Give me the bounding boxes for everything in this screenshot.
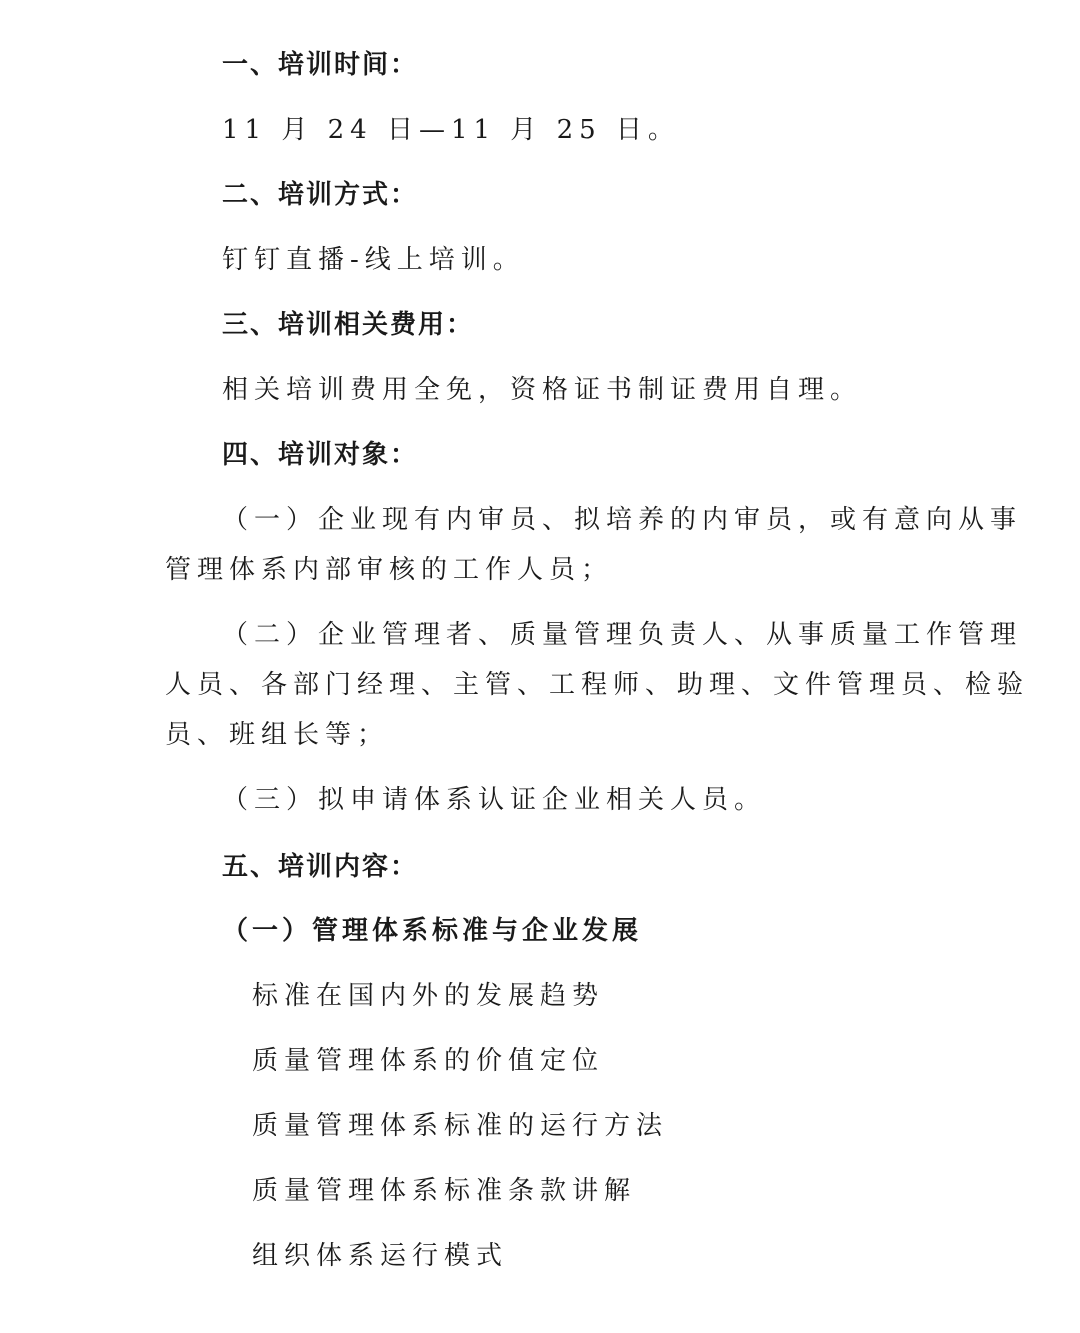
section-5-item-4: 质量管理体系标准条款讲解 [252,1176,637,1206]
section-4-item-2-line-2: 人员、各部门经理、主管、工程师、助理、文件管理员、检验 [165,670,1030,700]
section-2-text: 钉钉直播-线上培训。 [222,245,525,275]
section-4-item-2-line-3: 员、班组长等； [165,720,390,750]
section-4-item-3-line-1: （三）拟申请体系认证企业相关人员。 [222,785,767,815]
section-1-heading: 一、培训时间： [222,50,419,80]
section-5-item-2: 质量管理体系的价值定位 [252,1046,605,1076]
section-4-item-2-line-1: （二）企业管理者、质量管理负责人、从事质量工作管理 [222,620,1023,650]
section-5-subsection-title: （一）管理体系标准与企业发展 [222,916,643,946]
section-3-heading: 三、培训相关费用： [222,310,475,340]
section-4-item-1-line-1: （一）企业现有内审员、拟培养的内审员，或有意向从事 [222,505,1023,535]
section-4-heading: 四、培训对象： [222,440,419,470]
section-2-heading: 二、培训方式： [222,180,419,210]
section-5-item-1: 标准在国内外的发展趋势 [252,981,605,1011]
section-5-heading: 五、培训内容： [222,852,419,882]
section-5-item-5: 组织体系运行模式 [252,1241,509,1271]
section-1-text: 11 月 24 日—11 月 25 日。 [222,115,680,145]
section-5-item-3: 质量管理体系标准的运行方法 [252,1111,669,1141]
section-4-item-1-line-2: 管理体系内部审核的工作人员； [165,555,614,585]
section-3-text: 相关培训费用全免，资格证书制证费用自理。 [222,375,863,405]
